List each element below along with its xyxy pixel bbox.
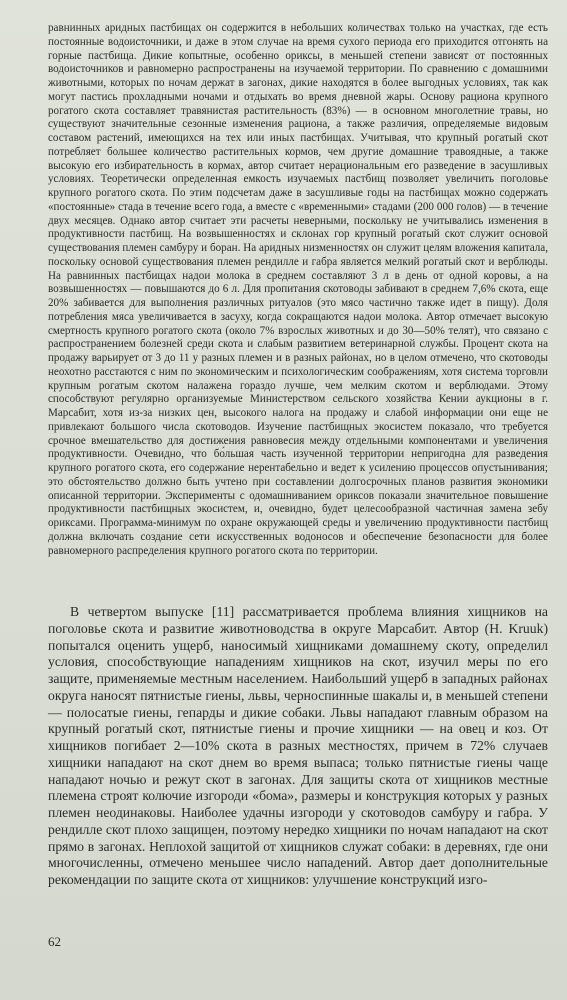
body-paragraph-fourth-issue: В четвертом выпуске [11] рассматривается проблема влияния хищников на поголовье скота и развитие животноводства в округе Марсабит. Автор (H. Kruuk) попытался оценить ущерб, наносимый хищниками домашнему скоту, определил условия, способствующие нападениям хищников на скот, изучил меры по его защите, применяемые местным населением. Наибольший ущерб в западных районах округа наносят пятнистые гиены, львы, черноспинные шакалы и, в меньшей степени — полосатые гиены, гепарды и дикие собаки. Львы нападают главным образом на крупный рогатый скот, пятнистые гиены и прочие хищники — на овец и коз. От хищников погибает 2—10% скота в разных местностях, причем в 72% случаев хищники нападают на скот днем во время выпаса; только пятнистые гиены чаще нападают ночью и режут скот в загонах. Для защиты скота от хищников местные племена строят колючие изгороди «бома», размеры и конструкция которых у разных племен неодинаковы. Наиболее удачны изгороди у скотоводов самбуру и габра. У рендилле скот плохо защищен, поэтому нередко хищники по ночам нападают на скот прямо в загонах. Неплохой защитой от хищников служат собаки: в деревнях, где они многочисленны, отмечено меньшее число нападений. Автор дает дополнительные рекомендации по защите скота от хищников: улучшение конструкций изго-	[48, 604, 548, 887]
page-number: 62	[48, 934, 61, 949]
body-paragraph-continued: равнинных аридных пастбищах он содержится в небольших количествах только на участках, где есть постоянные водоисточники, и даже в этом случае на время сухого периода его приходится отгонять на горные пастбища. Дикие копытные, особенно ориксы, в меньшей степени зависят от постоянных водоисточников и равномерно распространены на изучаемой территории. По сравнению с домашними животными, которых по ночам держат в загонах, дикие находятся в более выгодных условиях, так как могут пастись прохладными ночами и отдыхать во время дневной жары. Основу рациона крупного рогатого скота составляет травянистая растительность (83%) — в основном многолетние травы, но существуют значительные сезонные изменения рациона, а также различия, определяемые видовым составом растений, имеющихся на тех или иных пастбищах. Учитывая, что крупный рогатый скот потребляет большее количество растительных кормов, чем другие домашние травоядные, а также высокую его избирательность в кормах, автор считает нерациональным его разведение в засушливых условиях. Теоретически определенная емкость изучаемых пастбищ позволяет увеличить поголовье крупного рогатого скота. По этим подсчетам даже в засушливые годы на пастбищах можно содержать «постоянные» стада в течение всего года, а вместе с «временными» стадами (200 000 голов) — в течение двух месяцев. Однако автор считает эти расчеты неверными, поскольку не учитывались изменения в продуктивности пастбищ. На возвышенностях и склонах гор крупный рогатый скот служит основой существования племен самбуру и боран. На аридных низменностях он служит целям вложения капитала, поскольку основой существования племен рендилле и габра является мелкий рогатый скот и верблюды. На равнинных пастбищах надои молока в среднем составляют 3 л в день от одной коровы, а на возвышенностях — повышаются до 6 л. Для пропитания скотоводы забивают в среднем 7,6% скота, еще 20% забивается для выполнения различных ритуалов (это мясо частично также идет в пищу). Доля потребления мяса увеличивается в засуху, когда сокращаются надои молока. Автор отмечает высокую смертность крупного рогатого скота (около 7% взрослых животных и до 30—50% телят), что связано с распространением болезней среди скота и слабым развитием ветеринарной службы. Процент скота на продажу варьирует от 3 до 11 у разных племен и в разных районах, но в целом отмечено, что скотоводы неохотно расстаются с ним по экономическим и психологическим соображениям, хотя система торговли крупным рогатым скотом налажена гораздо лучше, чем мелким скотом и верблюдами. Этому способствуют регулярно организуемые Министерством сельского хозяйства Кении аукционы в г. Марсабит, хотя из-за низких цен, высокого налога на продажу и слабой информации они еще не привлекают большого числа скотоводов. Изучение пастбищных экосистем показало, что требуется срочное вмешательство для достижения равновесия между отдельными компонентами и увеличения продуктивности. Очевидно, что бо́льшая часть изученной территории непригодна для разведения крупного рогатого скота, его содержание нерентабельно и ведет к усилению процессов опустынивания; это обстоятельство должно быть учтено при составлении долгосрочных планов развития экономики описанной территории. Эксперименты с одомашниванием ориксов показали значительное повышение продуктивности пастбищных экосистем, и, очевидно, будет целесообразной частичная замена зебу ориксами. Программа-минимум по охране окружающей среды и увеличению продуктивности пастбищ должна включать создание сети искусственных водоносов и обеспечение безопасности для более равномерного распределения крупного рогатого скота по территории.	[48, 22, 548, 557]
